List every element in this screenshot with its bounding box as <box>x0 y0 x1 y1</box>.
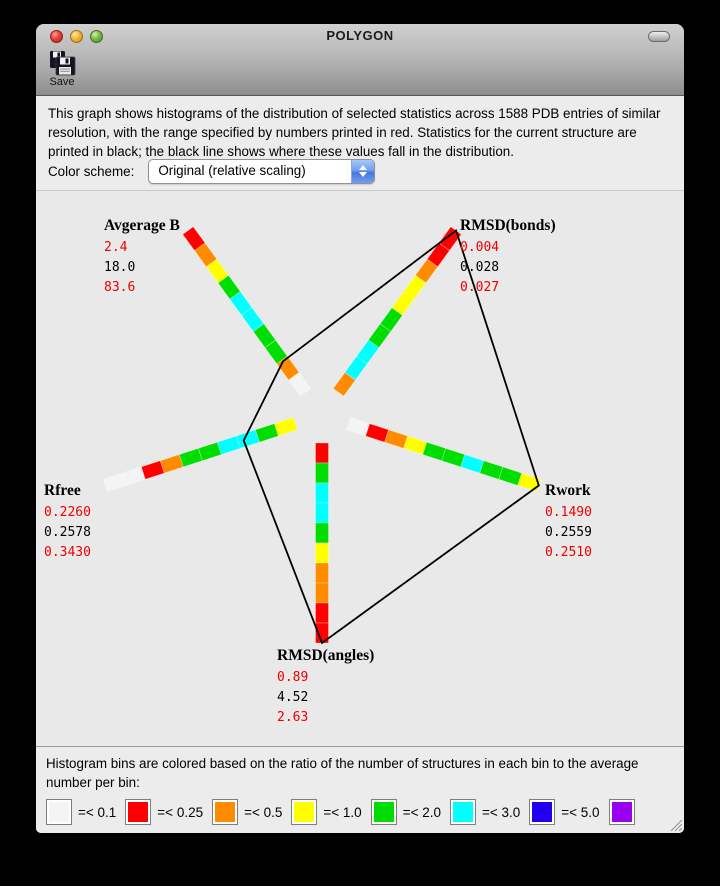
legend-swatch-label: =< 3.0 <box>481 804 521 820</box>
legend-swatch-label: =< 5.0 <box>561 804 600 820</box>
histogram-bin <box>316 443 329 463</box>
legend-description: Histogram bins are colored based on the ratio of the number of structures in each bin to the average number per bin: <box>46 756 639 790</box>
legend-swatch-color <box>612 802 632 822</box>
legend-swatch-color <box>294 802 314 822</box>
axis-current-value: 18.0 <box>104 260 136 275</box>
axis-title: Avgerage B <box>104 217 180 234</box>
legend-panel <box>36 746 684 833</box>
color-scheme-row <box>48 159 375 183</box>
histogram-bar-rmsd_bonds <box>333 227 461 396</box>
legend-swatch-color <box>453 802 473 822</box>
axis-current-value: 0.2559 <box>545 525 592 540</box>
window-title: POLYGON <box>326 28 394 43</box>
histogram-bin <box>316 483 329 503</box>
legend-swatch <box>371 799 397 825</box>
legend-swatch-color <box>374 802 394 822</box>
legend-swatch-label: =< 0.5 <box>244 804 283 820</box>
legend-swatch-label: =< 0.1 <box>78 804 117 820</box>
resize-grip[interactable] <box>669 818 682 831</box>
axis-max-value: 2.63 <box>277 710 309 725</box>
popup-stepper-icon <box>351 160 374 183</box>
histogram-bin <box>316 523 329 543</box>
window-chrome <box>36 24 684 96</box>
histogram-bar-average_b <box>183 227 311 396</box>
axis-min-value: 0.2260 <box>44 505 91 520</box>
axis-labels-rfree <box>44 482 91 563</box>
legend-swatch-label: =< 0.25 <box>157 804 204 820</box>
legend-swatch <box>125 799 151 825</box>
legend-swatch-row <box>46 799 674 825</box>
axis-current-value: 4.52 <box>277 690 309 705</box>
up-arrow-icon <box>359 165 367 170</box>
color-scheme-label: Color scheme: <box>48 163 135 179</box>
axis-max-value: 0.2510 <box>545 545 592 560</box>
save-button[interactable] <box>44 50 80 92</box>
polygon-plot-canvas[interactable] <box>36 190 684 746</box>
axis-max-value: 0.027 <box>460 280 500 295</box>
axis-min-value: 2.4 <box>104 240 128 255</box>
polygon-window <box>36 24 684 833</box>
color-scheme-popup[interactable] <box>148 159 375 184</box>
histogram-bin <box>316 463 329 483</box>
histogram-bar-rwork <box>347 417 541 491</box>
histogram-bin <box>316 503 329 523</box>
axis-max-value: 0.3430 <box>44 545 91 560</box>
legend-swatch <box>450 799 476 825</box>
legend-swatch-color <box>532 802 552 822</box>
legend-swatch-label: =< 1.0 <box>323 804 362 820</box>
axis-current-value: 0.2578 <box>44 525 91 540</box>
histogram-bin <box>316 583 329 603</box>
legend-swatch <box>529 799 555 825</box>
legend-swatch <box>46 799 72 825</box>
axis-min-value: 0.1490 <box>545 505 592 520</box>
histogram-bin <box>316 543 329 563</box>
axis-labels-average-b <box>104 217 180 298</box>
axis-labels-rmsd-bonds <box>460 217 556 298</box>
save-button-label: Save <box>49 76 75 88</box>
histogram-bar-rfree <box>103 417 297 491</box>
legend-swatch <box>609 799 635 825</box>
legend-swatch-color <box>128 802 148 822</box>
histogram-bin <box>316 563 329 583</box>
toolbar-toggle-button[interactable] <box>648 31 670 42</box>
legend-swatch-label: =< 2.0 <box>402 804 441 820</box>
floppy-disk-icon <box>48 50 76 76</box>
axis-title: Rwork <box>545 482 591 499</box>
axis-min-value: 0.89 <box>277 670 309 685</box>
legend-swatch <box>291 799 317 825</box>
color-scheme-selected: Original (relative scaling) <box>158 162 306 178</box>
axis-labels-rwork <box>545 482 592 563</box>
axis-min-value: 0.004 <box>460 240 500 255</box>
legend-swatch-color <box>49 802 69 822</box>
legend-swatch <box>212 799 238 825</box>
histogram-bin <box>316 603 329 623</box>
titlebar[interactable] <box>36 24 684 48</box>
axis-title: RMSD(angles) <box>277 647 375 664</box>
axis-max-value: 83.6 <box>104 280 136 295</box>
description-text: This graph shows histograms of the distribution of selected statistics across 1588 PDB entries of similar resolution, with the range specified by numbers printed in red. Statistics for the current structure are printed in black; the black line shows where these values fall in the distribution. <box>48 106 661 159</box>
axis-title: RMSD(bonds) <box>460 217 556 234</box>
histogram-bin <box>103 473 126 492</box>
down-arrow-icon <box>359 172 367 177</box>
axis-current-value: 0.028 <box>460 260 500 275</box>
axis-title: Rfree <box>44 482 81 499</box>
histogram-bar-rmsd_angles <box>316 443 329 643</box>
axis-labels-rmsd-angles <box>277 647 374 728</box>
legend-swatch-color <box>215 802 235 822</box>
